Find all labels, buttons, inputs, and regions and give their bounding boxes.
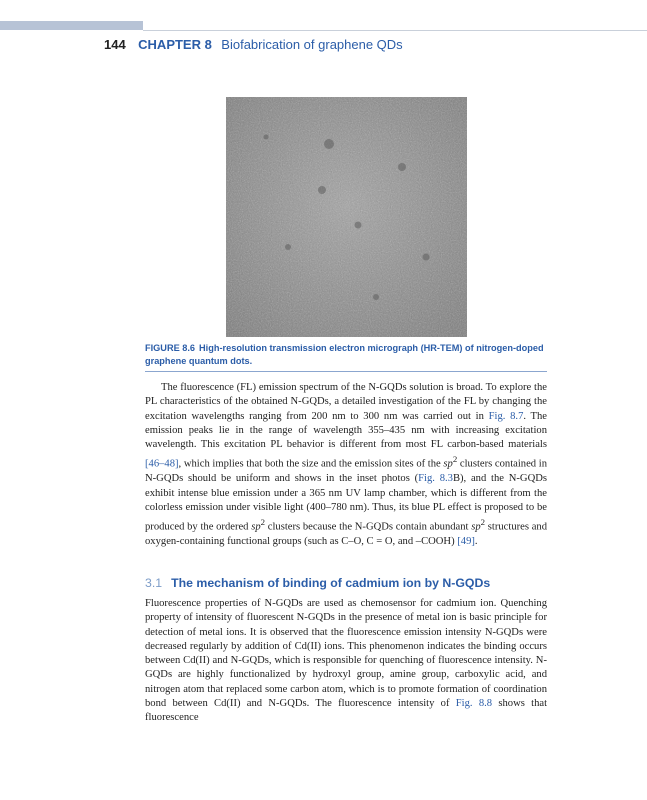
- sp-term: sp: [251, 521, 261, 533]
- page-number: 144: [104, 37, 126, 52]
- figure-link[interactable]: Fig. 8.3: [418, 473, 453, 485]
- text-run: . The emission peaks lie in the range of wavelength 355–435 nm with increasing excitation wavelength. This excitation PL behavior is different from most FL carbon-based materials: [145, 410, 548, 451]
- body-paragraph-1: [145, 381, 547, 549]
- superscript: 2: [260, 517, 266, 528]
- header-rule: [143, 30, 647, 31]
- text-run: The fluorescence (FL) emission spectrum of the N-GQDs solution is broad. To explore the PL characteristics of the obtained N-GQDs, a detailed investigation of the FL by changing the excitation wavelengths ranging from 200 nm to 300 nm was carried out in: [145, 382, 547, 422]
- sp-term: sp: [471, 521, 481, 533]
- superscript: 2: [480, 517, 486, 528]
- chapter-label: CHAPTER 8: [138, 37, 212, 52]
- figure-link[interactable]: Fig. 8.8: [455, 698, 493, 710]
- text-run: shows that fluorescence: [145, 698, 548, 724]
- running-header: [104, 36, 403, 54]
- text-run: clusters contained in N-GQDs should be uniform and shows in the inset photos (: [145, 459, 547, 485]
- text-run: structures and oxygen-containing functional groups (such as C–O, C = O, and –COOH): [145, 521, 547, 548]
- text-run: Fluorescence properties of N-GQDs are used as chemosensor for cadmium ion. Quenching property of intensity of fluorescent N-GQDs in the presence of metal ion is basic principle for detection of metal ions. It is observed that the fluorescence emission intensity N-GQDs were decreased regularly by addition of Cd(II) ions. This phenomenon indicates the binding occurs between Cd(II) and N-GQDs, which is responsible for quenching of fluorescence intensity. N-GQDs are highly functionalized by hydroxyl group, amine group, carboxylic acid, and nitrogen atom that replaced some carbon atom, which is to promote formation of coordination bond between Cd(II) and N-GQDs. The fluorescence intensity of: [145, 598, 547, 710]
- figure-link[interactable]: Fig. 8.7: [488, 410, 524, 422]
- text-run: , which implies that both the size and the emission sites of the: [178, 459, 444, 471]
- citation-link[interactable]: [46–48]: [145, 459, 179, 471]
- superscript: 2: [452, 454, 458, 465]
- header-color-bar: [0, 21, 143, 30]
- text-run: B), and the N-GQDs exhibit intense blue emission under a 365 nm UV lamp chamber, which is different from the colorless emission under visible light (400–780 nm). Thus, its blue PL effect is proposed to be produced by the ordered: [145, 473, 547, 533]
- citation-link[interactable]: [49]: [457, 536, 475, 548]
- body-paragraph-2: [145, 597, 547, 726]
- figure-label: FIGURE 8.6: [145, 343, 196, 353]
- caption-rule: [145, 371, 547, 372]
- sp-term: sp: [443, 459, 453, 471]
- text-run: clusters because the N-GQDs contain abundant: [265, 521, 472, 533]
- chapter-title: Biofabrication of graphene QDs: [221, 37, 403, 52]
- micrograph-texture: [226, 97, 467, 337]
- text-run: .: [474, 536, 478, 548]
- section-title: The mechanism of binding of cadmium ion by N-GQDs: [171, 576, 491, 590]
- section-heading: [145, 576, 490, 590]
- figure-caption-text: High-resolution transmission electron micrograph (HR-TEM) of nitrogen-doped graphene quantum dots.: [145, 343, 544, 366]
- hr-tem-micrograph: [226, 97, 467, 337]
- figure-caption: [145, 342, 545, 368]
- section-number: 3.1: [145, 576, 163, 590]
